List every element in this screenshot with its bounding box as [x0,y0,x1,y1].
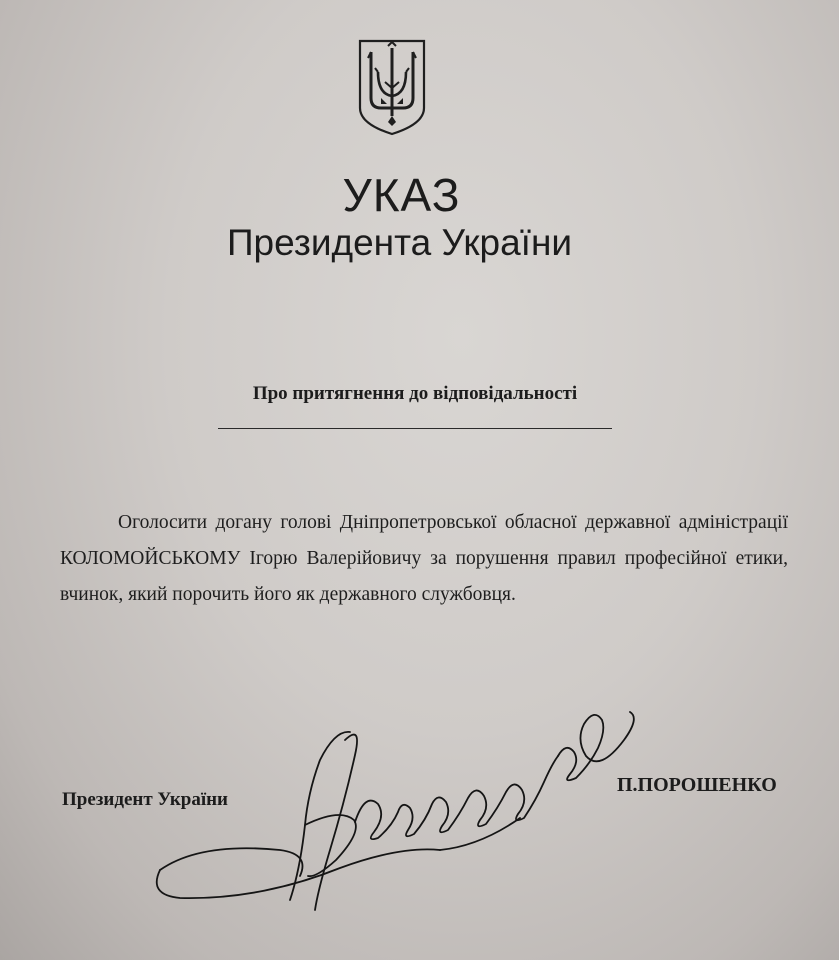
subject-underline [218,428,612,429]
handwritten-signature [140,700,660,930]
decree-subject: Про притягнення до відповідальності [252,383,578,404]
signatory-role: Президент України [62,789,229,810]
decree-heading: УКАЗ [342,169,461,221]
signatory-name: П.ПОРОШЕНКО [617,774,777,796]
decree-subheading: Президента України [226,222,573,263]
decree-body: Оголосити догану голові Дніпропетровської обласної державної адміністрації КОЛОМОЙСЬКОМУ Ігорю Валерійовичу за порушення правил професійної етики, вчинок, який порочить його як державного службовця. [60,512,788,605]
coat-of-arms-icon [357,38,427,136]
